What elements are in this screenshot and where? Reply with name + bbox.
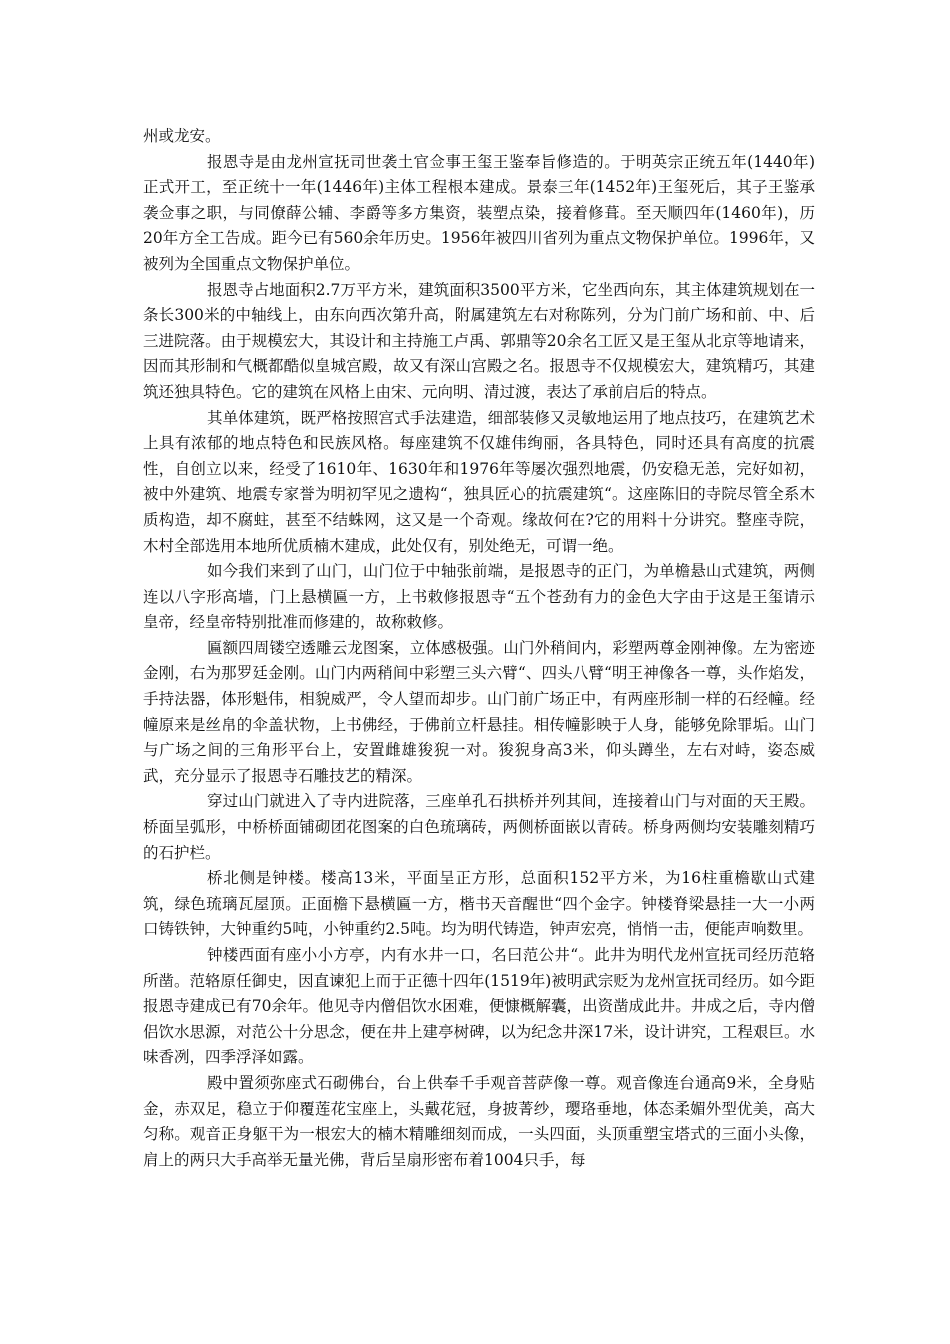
paragraph: 其单体建筑，既严格按照宫式手法建造，细部装修又灵敏地运用了地点技巧，在建筑艺术上具有浓郁的地点特色和民族风格。每座建筑不仅雄伟绚丽，各具特色，同时还具有高度的抗震性，自创立以来，经受了1610年、1630年和1976年等屡次强烈地震，仍安稳无恙，完好如初，被中外建筑、地震专家誉为明初罕见之遗构“，独具匠心的抗震建筑“。这座陈旧的寺院尽管全系木质构造，却不腐蛀，甚至不结蛛网，这又是一个奇观。缘故何在?它的用料十分讲究。整座寺院，木村全部选用本地所优质楠木建成，此处仅有，别处绝无，可谓一绝。	[143, 408, 815, 555]
paragraph: 殿中置须弥座式石砌佛台，台上供奉千手观音菩萨像一尊。观音像连台通高9米，全身贴金，赤双足，稳立于仰覆莲花宝座上，头戴花冠，身披菁纱，璎珞垂地，体态柔媚外型优美，高大匀称。观音正身躯干为一根宏大的楠木精雕细刻而成，一头四面，头顶重塑宝塔式的三面小头像，肩上的两只大手高举无量光佛，背后呈扇形密布着1004只手，每	[143, 1073, 815, 1169]
paragraph: 报恩寺占地面积2.7万平方米，建筑面积3500平方米，它坐西向东，其主体建筑规划在一条长300米的中轴线上，由东向西次第升高，附属建筑左右对称陈列，分为门前广场和前、中、后三进院落。由于规模宏大，其设计和主持施工卢禹、郭鼎等20余名工匠又是王玺从北京等地请来，因而其形制和气概都酷似皇城宫殿，故又有深山宫殿之名。报恩寺不仅规模宏大，建筑精巧，其建筑还独具特色。它的建筑在风格上由宋、元向明、清过渡，表达了承前启后的特点。	[143, 280, 815, 401]
paragraph: 穿过山门就进入了寺内进院落，三座单孔石拱桥并列其间，连接着山门与对面的天王殿。桥面呈弧形，中桥桥面铺砌团花图案的白色琉璃砖，两侧桥面嵌以青砖。桥身两侧均安装雕刻精巧的石护栏。	[143, 792, 815, 862]
document-body	[143, 124, 815, 1173]
paragraph: 州或龙安。	[143, 127, 221, 145]
paragraph: 如今我们来到了山门，山门位于中轴张前端，是报恩寺的正门，为单檐悬山式建筑，两侧连以八字形高墙，门上悬横匾一方，上书敕修报恩寺“五个苍劲有力的金色大字由于这是王玺请示皇帝，经皇帝特别批准而修建的，故称敕修。	[143, 562, 815, 632]
paragraph: 钟楼西面有座小小方亭，内有水井一口，名曰范公井“。此井为明代龙州宣抚司经历范辂所凿。范辂原任御史，因直谏犯上而于正德十四年(1519年)被明武宗贬为龙州宣抚司经历。如今距报恩寺建成已有70余年。他见寺内僧侣饮水困难，便慷概解囊，出资凿成此井。井成之后，寺内僧侣饮水思源，对范公十分思念，便在井上建亭树碑，以为纪念井深17米，设计讲究，工程艰巨。水味香冽，四季浮泽如露。	[143, 946, 815, 1067]
paragraph: 匾额四周镂空透雕云龙图案，立体感极强。山门外稍间内，彩塑两尊金刚神像。左为密迹金刚，右为那罗廷金刚。山门内两稍间中彩塑三头六臂“、四头八臂“明王神像各一尊，头作焰发，手持法器，体形魁伟，相貌威严，令人望而却步。山门前广场正中，有两座形制一样的石经幢。经幢原来是丝帛的伞盖状物，上书佛经，于佛前立杆悬挂。相传幢影映于人身，能够免除罪垢。山门与广场之间的三角形平台上，安置雌雄狻猊一对。狻猊身高3米，仰头蹲坐，左右对峙，姿态威武，充分显示了报恩寺石雕技艺的精深。	[143, 638, 815, 785]
paragraph: 报恩寺是由龙州宣抚司世袭土官佥事王玺王鉴奉旨修造的。于明英宗正统五年(1440年)正式开工，至正统十一年(1446年)主体工程根本建成。景泰三年(1452年)王玺死后，其子王鉴承袭佥事之职，与同僚薛公辅、李爵等多方集资，装塑点染，接着修葺。至天顺四年(1460年)，历20年方全工告成。距今已有560余年历史。1956年被四川省列为重点文物保护单位。1996年，又被列为全国重点文物保护单位。	[143, 152, 815, 273]
paragraph: 桥北侧是钟楼。楼高13米，平面呈正方形，总面积152平方米，为16柱重檐歇山式建筑，绿色琉璃瓦屋顶。正面檐下悬横匾一方，楷书天音醒世“四个金字。钟楼脊梁悬挂一大一小两口铸铁钟，大钟重约5吨，小钟重约2.5吨。均为明代铸造，钟声宏亮，悄悄一击，便能声响数里。	[143, 869, 815, 939]
